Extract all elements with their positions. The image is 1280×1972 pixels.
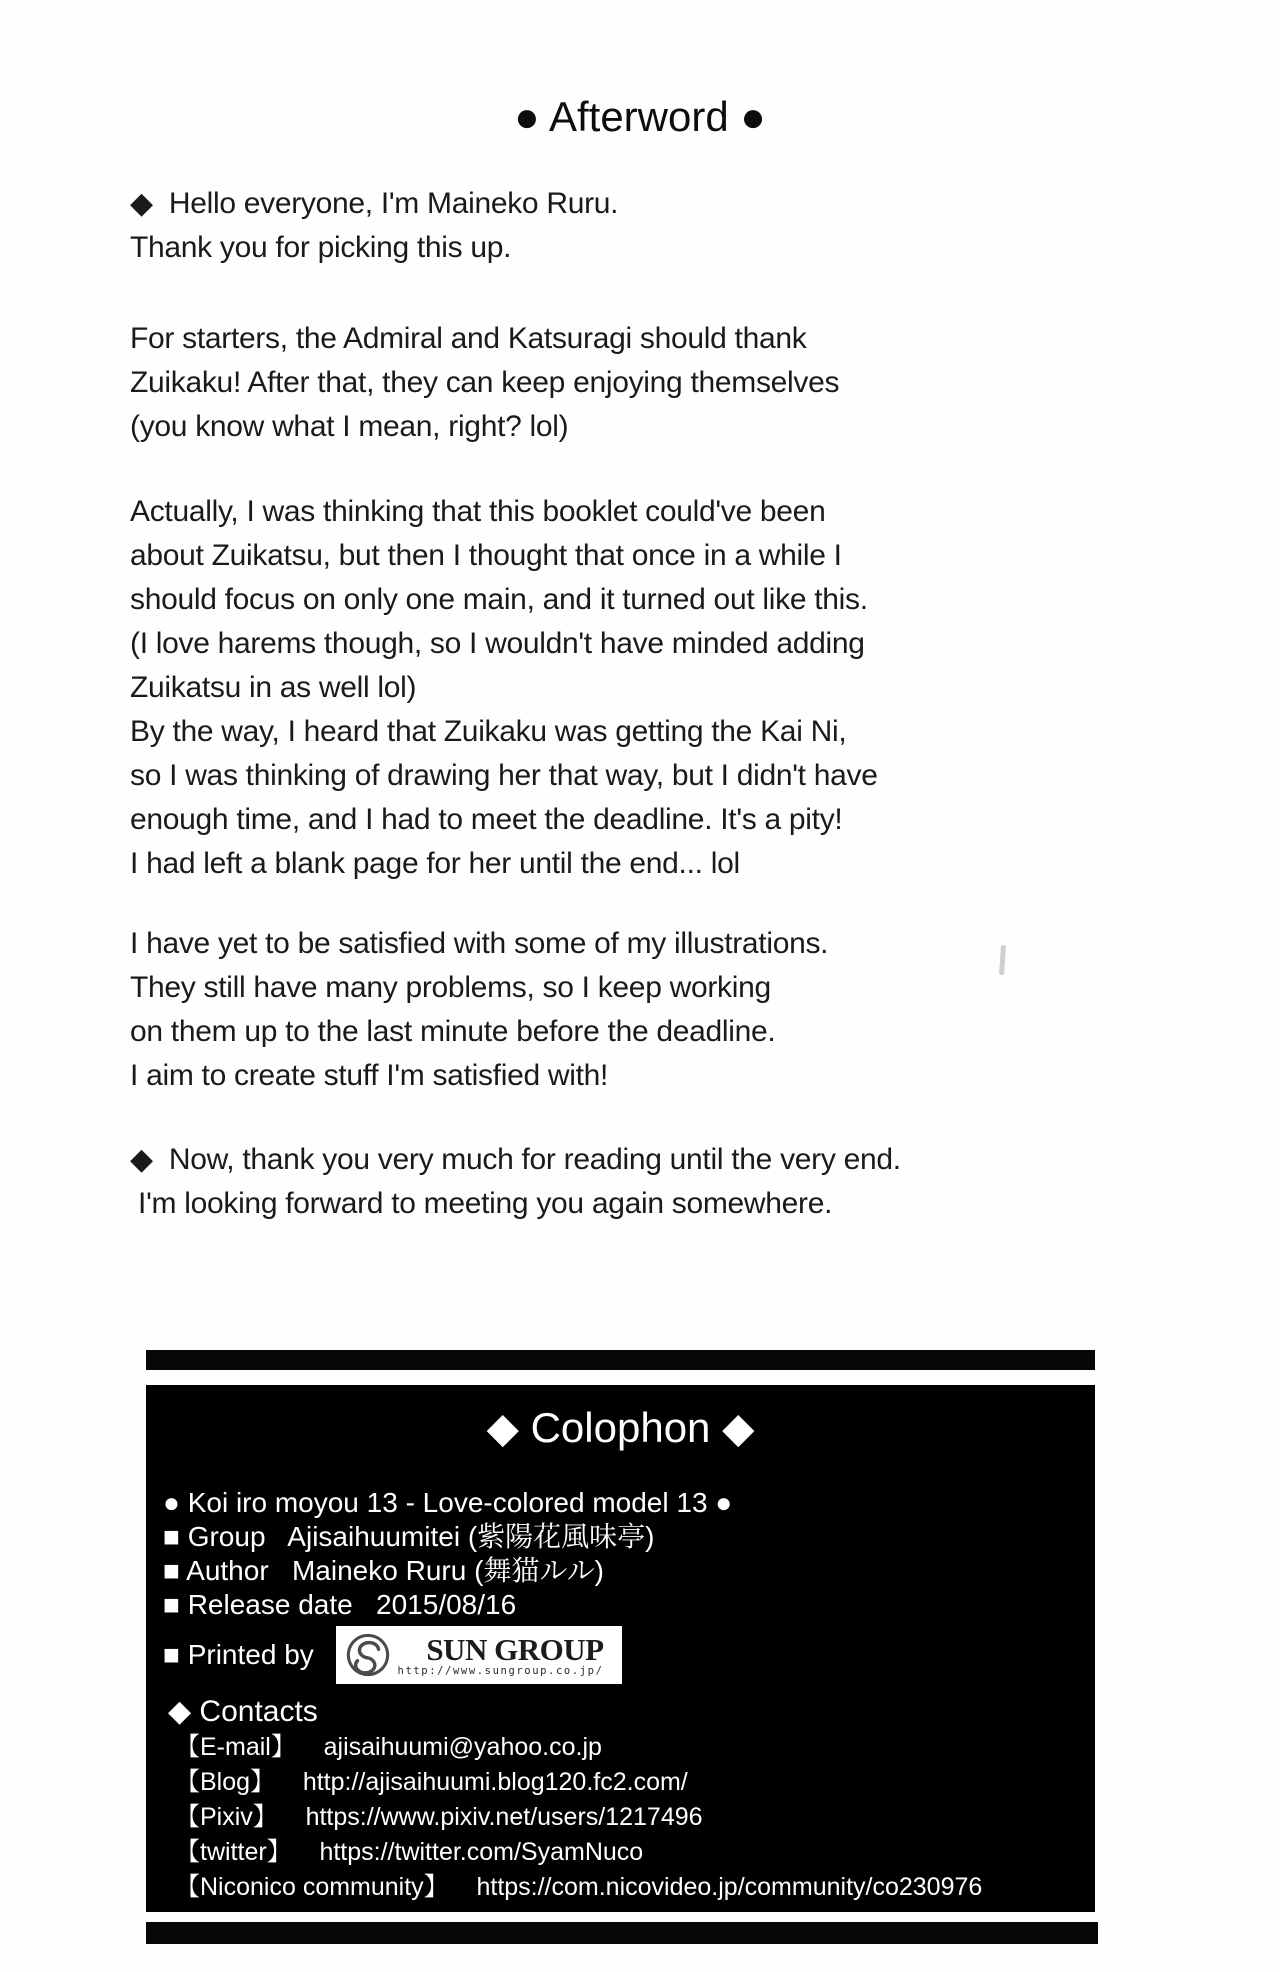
text-line: ◆ Now, thank you very much for reading until the very end.: [130, 1143, 901, 1176]
paragraph: [130, 317, 1280, 449]
sun-group-logo-text: [397, 1631, 604, 1677]
credit-line: ■ Author Maineko Ruru (舞猫ルル): [163, 1555, 605, 1586]
text-line: Zuikaku! After that, they can keep enjoying themselves: [130, 366, 840, 399]
sun-group-emblem-icon: [345, 1632, 391, 1678]
text-line: For starters, the Admiral and Katsuragi should thank: [130, 322, 807, 355]
contact-line: 【Blog】 http://ajisaihuumi.blog120.fc2.com/: [175, 1768, 688, 1796]
text-line: on them up to the last minute before the deadline.: [130, 1015, 776, 1048]
colophon-box: [146, 1385, 1095, 1912]
paragraph: [130, 1138, 1280, 1226]
page-title: ● Afterword ●: [514, 93, 766, 140]
afterword-text: [130, 182, 1280, 1226]
divider-bar-bottom: [146, 1922, 1098, 1944]
paragraph: [130, 182, 1280, 270]
text-line: should focus on only one main, and it turned out like this.: [130, 583, 868, 616]
contact-line: 【twitter】 https://twitter.com/SyamNuco: [175, 1838, 644, 1866]
text-line: By the way, I heard that Zuikaku was getting the Kai Ni,: [130, 715, 847, 748]
credits-list: [146, 1520, 1095, 1622]
printed-by-row: [146, 1624, 1095, 1686]
text-line: I'm looking forward to meeting you again somewhere.: [130, 1187, 833, 1220]
contacts-heading: ◆ Contacts: [168, 1695, 318, 1728]
printed-by-label: ■ Printed by: [163, 1639, 322, 1670]
text-line: They still have many problems, so I keep working: [130, 971, 771, 1004]
text-line: Zuikatsu in as well lol): [130, 671, 417, 704]
paragraph: [130, 490, 1280, 886]
colophon-title: ◆ Colophon ◆: [486, 1404, 755, 1451]
credit-line: ■ Group Ajisaihuumitei (紫陽花風味亭): [163, 1521, 655, 1552]
paragraph: [130, 922, 1280, 1098]
text-line: ◆ Hello everyone, I'm Maineko Ruru.: [130, 187, 619, 220]
text-line: Actually, I was thinking that this booklet could've been: [130, 495, 826, 528]
text-line: I had left a blank page for her until the end... lol: [130, 847, 740, 880]
printer-url: http://www.sungroup.co.jp/: [397, 1664, 604, 1677]
text-line: Thank you for picking this up.: [130, 231, 512, 264]
text-line: about Zuikatsu, but then I thought that once in a while I: [130, 539, 842, 572]
contact-line: 【Niconico community】 https://com.nicovideo.jp/community/co230976: [175, 1873, 983, 1901]
divider-bar-top: [146, 1350, 1095, 1370]
text-line: I have yet to be satisfied with some of my illustrations.: [130, 927, 829, 960]
sun-group-logo: [336, 1626, 622, 1684]
credit-line: ■ Release date 2015/08/16: [163, 1589, 517, 1620]
contact-line: 【Pixiv】 https://www.pixiv.net/users/1217496: [175, 1803, 703, 1831]
printer-name: SUN GROUP: [426, 1631, 604, 1667]
book-title-line: ● Koi iro moyou 13 - Love-colored model 13 ●: [163, 1487, 733, 1518]
contact-line: 【E-mail】 ajisaihuumi@yahoo.co.jp: [175, 1733, 602, 1761]
text-line: so I was thinking of drawing her that way, but I didn't have: [130, 759, 878, 792]
text-line: I aim to create stuff I'm satisfied with!: [130, 1059, 609, 1092]
contacts-list: [146, 1730, 1095, 1905]
text-line: (I love harems though, so I wouldn't have minded adding: [130, 627, 865, 660]
text-line: enough time, and I had to meet the deadline. It's a pity!: [130, 803, 843, 836]
text-line: (you know what I mean, right? lol): [130, 410, 569, 443]
